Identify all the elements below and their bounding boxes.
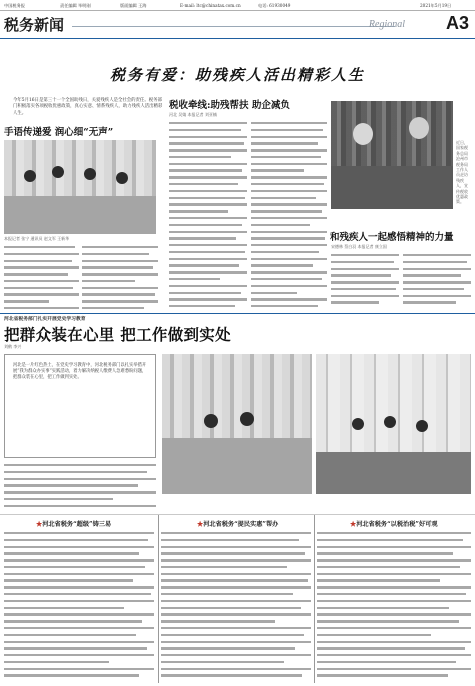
section-header <box>0 11 475 37</box>
section-subtitle: Regional <box>368 19 405 30</box>
star-icon: ★ <box>350 521 357 528</box>
subsection-2-title: ★河北省税务“提民实惠”帮办 <box>197 521 279 528</box>
feature-intro-box <box>4 354 156 458</box>
right-article-body-col1 <box>331 252 399 312</box>
feature-photo-right <box>316 354 471 494</box>
right-article-body-col2 <box>403 252 471 312</box>
subsection-1-title: ★河北省税务“超级”铸三易 <box>36 521 112 528</box>
layout-credit: 版面编辑 王海 <box>120 3 147 8</box>
feature-headline: 把群众装在心里 把工作做到实处 <box>4 325 231 344</box>
mid-page-divider <box>0 313 475 314</box>
right-article-photo <box>331 101 453 209</box>
email: E-mail: ltc@chinatax.com.cn <box>180 3 241 8</box>
subsection-divider <box>0 514 475 515</box>
middle-article-body-col2 <box>251 120 327 312</box>
star-icon: ★ <box>36 521 43 528</box>
masthead-info-bar <box>0 0 475 11</box>
right-article-byline: 宋德林 蔡白羽 本报记者 康立国 <box>331 244 387 249</box>
feature-body-lead <box>4 462 156 512</box>
feature-byline: 刘鹤 李兴 <box>4 344 22 349</box>
lead-paragraph: 今年5月16日是第三十一个全国助残日，关爱残疾人是全社会的责任。税务部门积极落实各项税收优惠政策，真心实意、情系残疾人，助力残疾人活出精彩人生。 <box>13 98 163 116</box>
middle-article-body-col1 <box>169 120 247 312</box>
right-photo-caption: 近日，国家税务总局沧州市税务局工作人员走访残疾人，宣传税收优惠政策。 <box>456 140 468 205</box>
column-divider-2 <box>314 515 315 683</box>
star-icon: ★ <box>197 521 204 528</box>
subsection-3-body <box>317 530 471 682</box>
subsection-3-title: ★河北省税务“以税治税”好可观 <box>350 521 438 528</box>
subsection-2-body <box>161 530 311 682</box>
left-article-headline: 手语传递爱 润心细“无声” <box>4 127 114 138</box>
right-article-headline: 和残疾人一起感悟精神的力量 <box>330 232 454 243</box>
header-divider <box>0 38 475 39</box>
banner-title: 税务有爱：助残疾人活出精彩人生 <box>109 66 365 84</box>
feature-photo-left <box>162 354 312 494</box>
section-rule <box>72 26 395 27</box>
paper-name: 中国税务报 <box>4 3 25 8</box>
middle-article-headline: 税收牵线:助残帮扶 助企减负 <box>169 100 290 111</box>
left-article-byline: 本报记者 张宁 通讯员 赵文军 王新华 <box>4 236 70 241</box>
feature-intro-text: 河北是一片红色热土，在党史学习教育中，河北税务部门以扎实举措开展“我为群众办实事”实践活动，着力解决纳税人缴费人急难愁盼问题，把群众装在心里，把工作做到实处。 <box>13 363 147 381</box>
phone: 电话: 61930049 <box>258 3 291 8</box>
left-article-photo <box>4 140 156 234</box>
editor-credit: 责任编辑 毕明刚 <box>60 3 91 8</box>
column-divider-1 <box>158 515 159 683</box>
left-article-body-col1 <box>4 244 79 312</box>
feature-banner <box>0 64 475 87</box>
issue-date: 2021年5月19日 <box>420 3 452 8</box>
middle-article-byline: 河北 吴婧 本报记者 刘亚楠 <box>169 112 217 117</box>
section-title: 税务新闻 <box>4 16 65 34</box>
left-article-body-col2 <box>82 244 158 312</box>
subsection-1-body <box>4 530 154 682</box>
page-number: A3 <box>445 13 469 33</box>
feature-tag: 河北省税务部门扎实开展党史学习教育 <box>4 316 86 322</box>
